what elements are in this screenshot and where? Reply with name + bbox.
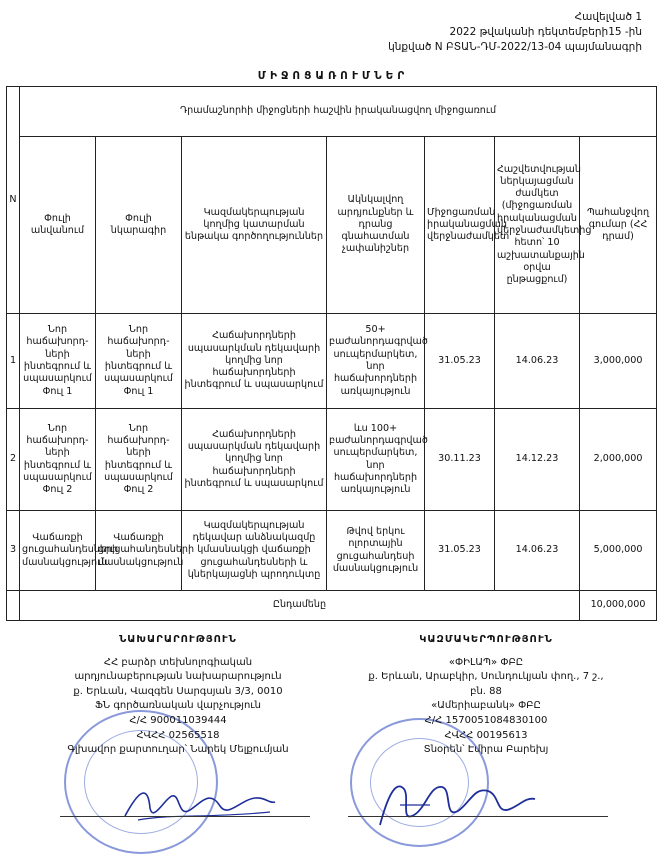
organization-line: ք. Երևան, Արաբկիր, Սունդուկյան փող., 7 շ., <box>368 671 604 683</box>
annex-label: Հավելված 1 <box>574 11 642 23</box>
organization-signatory: Տնօրեն՝ Էմիրա Բարեխյ <box>423 744 549 756</box>
ministry-signature-line <box>60 816 310 817</box>
annex-date: 2022 թվականի դեկտեմբերի15 -ին <box>449 26 642 38</box>
ministry-line: Հ/Հ 900011039444 <box>129 714 227 726</box>
page-title: ՄԻՋՈՑԱՌՈՒՄՆԵՐ <box>257 70 409 82</box>
column-header-report-deadline: Հաշվետվության ներկայացման ժամկետ (միջոցառման իրականացման վերջնաժամկետից հետո՝ 10 աշխատանքային օրվա ընթացքում) <box>495 137 580 314</box>
amount-cell: 3,000,000 <box>580 314 657 409</box>
organization-signature-block <box>336 633 636 758</box>
ministry-line: ՀՀ բարձր տեխնոլոգիական <box>103 656 253 668</box>
total-spacer-cell <box>7 591 20 621</box>
column-header-phase-description: Փուլի նկարագիր <box>96 137 182 314</box>
ministry-line: ՀՎՀՀ 02565518 <box>136 729 220 741</box>
table-row <box>7 409 657 511</box>
table-row <box>7 511 657 591</box>
organization-line: բն. 88 <box>470 685 502 697</box>
actions-cell: Հաճախորդների սպասարկման դեկավարի կողմից նոր հաճախորդների ինտեգրում և սպասարկում <box>182 409 327 511</box>
row-number: 1 <box>7 314 20 409</box>
document-header <box>388 10 642 55</box>
ministry-handwritten-signature <box>120 778 280 828</box>
organization-line: ՀՎՀՀ 00195613 <box>444 729 528 741</box>
phase-name-cell: Նոր հաճախորդ-ների ինտեգրում և սպասարկում Փուլ 1 <box>20 314 96 409</box>
table-total-row <box>7 591 657 621</box>
organization-line: Հ/Հ 1570051084830100 <box>424 714 548 726</box>
actions-cell: Կազմակերպության դեկավար անձնակազմը կմասնակցի վաճառքի ցուցահանդեսների և կներկայացնի պրոդուկտը <box>182 511 327 591</box>
actions-cell: Հաճախորդների սպասարկման դեկավարի կողմից նոր հաճախորդների ինտեգրում և սպասարկում <box>182 314 327 409</box>
organization-heading: ԿԱԶՄԱԿԵՐՊՈՒԹՅՈՒՆ <box>419 634 553 645</box>
ministry-signature-block <box>28 633 328 758</box>
table-row <box>7 314 657 409</box>
activities-table <box>6 86 657 621</box>
deadline-cell: 30.11.23 <box>425 409 495 511</box>
amount-cell: 5,000,000 <box>580 511 657 591</box>
organization-handwritten-signature <box>370 775 540 835</box>
report-deadline-cell: 14.06.23 <box>495 314 580 409</box>
column-header-deadline: Միջոցառման իրականացման վերջնաժամկետ <box>425 137 495 314</box>
results-cell: Թվով երկու ոլորտային ցուցահանդեսի մասնակցություն <box>327 511 425 591</box>
results-cell: 50+ բաժանորդագրված սուպերմարկետ, նոր հաճախորդների առկայություն <box>327 314 425 409</box>
report-deadline-cell: 14.12.23 <box>495 409 580 511</box>
organization-signature-line <box>348 816 608 817</box>
column-header-amount: Պահանջվող գումար (ՀՀ դրամ) <box>580 137 657 314</box>
phase-description-cell: Նոր հաճախորդ-ների ինտեգրում և սպասարկում Փուլ 1 <box>96 314 182 409</box>
ministry-line: ք. Երևան, Վազգեն Սարգսյան 3/3, 0010 <box>73 685 283 697</box>
column-header-results: Ակնկալվող արդյունքներ և դրանց գնահատման չափանիշներ <box>327 137 425 314</box>
total-amount: 10,000,000 <box>580 591 657 621</box>
deadline-cell: 31.05.23 <box>425 314 495 409</box>
annex-contract: կնքված N ԲՏԱՆ-ԴՄ-2022/13-04 պայմանագրի <box>388 41 642 53</box>
column-header-phase-name: Փուլի անվանում <box>20 137 96 314</box>
organization-line: «ՓԻԼԱՊ» ՓԲԸ <box>448 656 524 668</box>
table-super-header: Դրամաշնորհի միջոցների հաշվին իրականացվող միջոցառում <box>20 87 657 137</box>
deadline-cell: 31.05.23 <box>425 511 495 591</box>
report-deadline-cell: 14.06.23 <box>495 511 580 591</box>
phase-description-cell: Նոր հաճախորդ-ների ինտեգրում և սպասարկում Փուլ 2 <box>96 409 182 511</box>
column-header-actions: Կազմակերպության կողմից կատարման ենթակա գործողություններ <box>182 137 327 314</box>
table-super-header-row <box>7 87 657 137</box>
row-number: 3 <box>7 511 20 591</box>
ministry-line: ՖՆ գործառնական վարչություն <box>94 700 261 712</box>
column-header-n: N <box>7 87 20 314</box>
ministry-heading: ՆԱԽԱՐԱՐՈՒԹՅՈՒՆ <box>119 634 237 645</box>
results-cell: ևս 100+ բաժանորդագրված սուպերմարկետ, նոր հաճախորդների առկայություն <box>327 409 425 511</box>
ministry-signatory: Գլխավոր քարտուղար՝ Նարեկ Մելքումյան <box>67 744 289 756</box>
organization-line: «Ամերիաբանկ» ՓԲԸ <box>431 700 541 712</box>
total-label: Ընդամենը <box>20 591 580 621</box>
ministry-line: արդյունաբերության նախարարություն <box>74 671 282 683</box>
phase-name-cell: Վաճառքի ցուցահանդեսների մասնակցություն <box>20 511 96 591</box>
phase-description-cell: Վաճառքի ցուցահանդեսների մասնակցություն <box>96 511 182 591</box>
amount-cell: 2,000,000 <box>580 409 657 511</box>
row-number: 2 <box>7 409 20 511</box>
table-header-row <box>7 137 657 314</box>
phase-name-cell: Նոր հաճախորդ-ների ինտեգրում և սպասարկում Փուլ 2 <box>20 409 96 511</box>
